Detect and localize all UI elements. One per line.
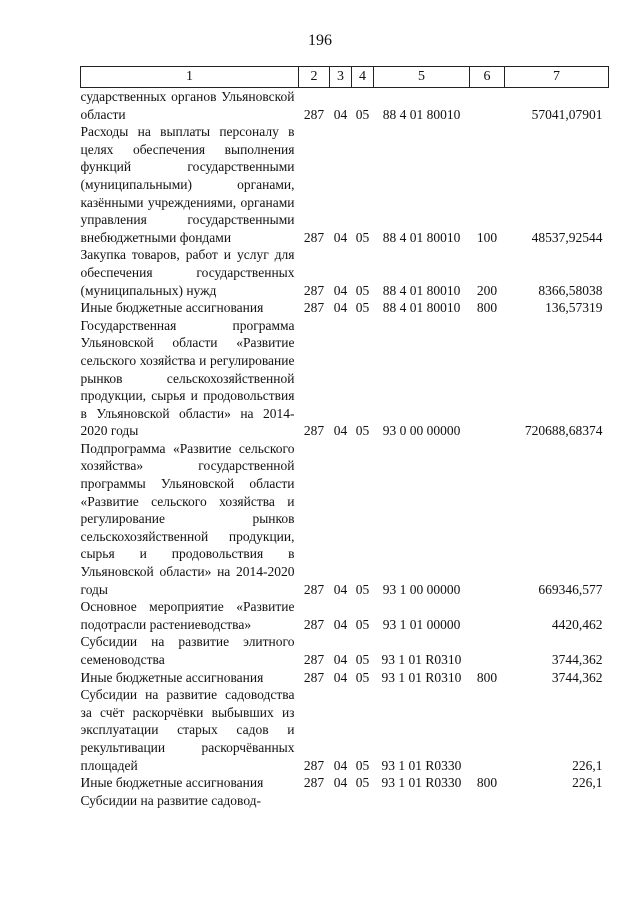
row-admin-code: 287: [303, 300, 325, 316]
row-section: 04: [333, 282, 348, 298]
row-name: Субсидии на развитие садовод-: [80, 792, 262, 808]
row-section: 04: [333, 229, 348, 245]
header-col-7: 7: [505, 67, 609, 88]
row-amount: 3744,362: [551, 652, 603, 667]
row-section: 04: [333, 423, 348, 439]
row-expense-type: [470, 88, 505, 124]
row-admin-code: 287: [303, 616, 325, 632]
row-admin-code: 287: [303, 229, 325, 245]
row-amount: 669346,577: [538, 581, 603, 597]
row-admin-code: 287: [303, 757, 325, 773]
row-target-code: 93 1 01 00000: [382, 616, 461, 632]
row-admin-code: 287: [303, 581, 325, 597]
table-row: [81, 317, 609, 440]
row-amount: [505, 792, 609, 810]
row-amount: 720688,68374: [524, 423, 603, 439]
table-row: [81, 686, 609, 774]
row-target-code: 93 1 01 R0310: [381, 652, 462, 667]
row-expense-type: [470, 598, 505, 633]
header-col-2: 2: [299, 67, 330, 88]
row-name: Основное мероприятие «Развитие подотрасли растениеводства»: [80, 599, 295, 632]
row-expense-type: 800: [476, 669, 498, 685]
row-section: 04: [333, 616, 348, 632]
row-amount: 8366,58038: [538, 282, 603, 298]
row-section: 04: [333, 581, 348, 597]
row-target-code: 93 1 00 00000: [382, 581, 461, 597]
row-name: Государственная программа Ульяновской области «Развитие сельского хозяйства и регулирование рынков сельскохозяйственной продукции, сырья и продовольствия в Ульяновской области» на 2014-2020 годы: [80, 317, 295, 439]
row-subsection: 05: [355, 282, 370, 298]
header-col-4: 4: [352, 67, 374, 88]
row-name: Иные бюджетные ассигнования: [80, 300, 264, 316]
row-name: Иные бюджетные ассигнования: [80, 669, 264, 685]
budget-table: [80, 66, 609, 809]
row-target-code: 88 4 01 80010: [382, 282, 461, 298]
table-row: [81, 774, 609, 792]
row-subsection: 05: [355, 229, 370, 245]
row-subsection: 05: [355, 757, 370, 773]
row-subsection: 05: [355, 300, 370, 316]
row-amount: 48537,92544: [531, 229, 603, 245]
row-section: 04: [333, 669, 348, 685]
row-amount: 4420,462: [551, 616, 603, 632]
row-section: [330, 792, 352, 810]
table-row: [81, 246, 609, 299]
row-subsection: 05: [355, 581, 370, 597]
row-admin-code: 287: [303, 775, 325, 791]
row-subsection: 05: [355, 106, 370, 122]
row-admin-code: 287: [303, 282, 325, 298]
row-name: Субсидии на развитие садоводства за счёт раскорчёвки выбывших из эксплуатации старых садов и рекультивации раскорчёванных площадей: [80, 687, 295, 773]
row-expense-type: [470, 440, 505, 598]
table-row: [81, 598, 609, 633]
row-admin-code: [299, 792, 330, 810]
table-row: [81, 299, 609, 317]
row-target-code: 88 4 01 80010: [382, 300, 461, 316]
row-expense-type: 200: [476, 282, 498, 298]
row-target-code: 93 1 01 R0310: [381, 669, 462, 685]
row-name: Расходы на выплаты персоналу в целях обеспечения выполнения функций государственными (муниципальными) органами, казёнными учреждениями, органами управления государственными внебюджетными фондами: [80, 124, 295, 245]
row-target-code: [374, 792, 470, 810]
row-name: Субсидии на развитие элитного семеноводства: [80, 634, 295, 667]
row-admin-code: 287: [303, 669, 325, 685]
header-col-5: 5: [374, 67, 470, 88]
row-name: Закупка товаров, работ и услуг для обеспечения государственных (муниципальных) нужд: [80, 247, 295, 298]
table-row: [81, 88, 609, 124]
row-section: 04: [333, 757, 348, 773]
row-subsection: 05: [355, 423, 370, 439]
row-amount: 136,57319: [545, 300, 603, 316]
row-subsection: 05: [355, 669, 370, 685]
row-subsection: [352, 792, 374, 810]
row-expense-type: [470, 792, 505, 810]
row-expense-type: 800: [476, 775, 498, 791]
row-target-code: 88 4 01 80010: [382, 106, 461, 122]
table-row: [81, 792, 609, 810]
row-target-code: 93 1 01 R0330: [381, 757, 462, 773]
row-name: Подпрограмма «Развитие сельского хозяйства» государственной программы Ульяновской области «Развитие сельского хозяйства и регулирование рынков сельскохозяйственной продукции, сырья и продовольствия в Ульяновской области» на 2014-2020 годы: [80, 440, 295, 597]
row-amount: 57041,07901: [531, 106, 603, 122]
table-row: [81, 123, 609, 246]
row-amount: 226,1: [572, 775, 603, 791]
row-admin-code: 287: [303, 106, 325, 122]
row-admin-code: 287: [303, 652, 325, 667]
row-subsection: 05: [355, 616, 370, 632]
row-name: Иные бюджетные ассигнования: [80, 775, 264, 791]
header-col-1: 1: [81, 67, 299, 88]
table-header-row: [81, 67, 609, 88]
page-number: 196: [308, 32, 332, 49]
row-amount: 3744,362: [551, 669, 603, 685]
row-expense-type: 100: [476, 229, 498, 245]
row-target-code: 93 1 01 R0330: [381, 775, 462, 791]
row-expense-type: [470, 317, 505, 440]
row-section: 04: [333, 106, 348, 122]
row-target-code: 93 0 00 00000: [382, 423, 461, 439]
row-section: 04: [333, 300, 348, 316]
row-admin-code: 287: [303, 423, 325, 439]
header-col-3: 3: [330, 67, 352, 88]
table-row: [81, 633, 609, 668]
table-row: [81, 440, 609, 598]
row-amount: 226,1: [572, 757, 603, 773]
table-row: [81, 669, 609, 687]
row-target-code: 88 4 01 80010: [382, 229, 461, 245]
row-expense-type: [470, 686, 505, 774]
row-section: 04: [333, 775, 348, 791]
row-section: 04: [333, 652, 348, 667]
row-subsection: 05: [355, 775, 370, 791]
row-name: сударственных органов Ульяновской области: [80, 89, 295, 122]
row-expense-type: 800: [476, 300, 498, 316]
header-col-6: 6: [470, 67, 505, 88]
row-expense-type: [470, 633, 505, 668]
row-subsection: 05: [355, 652, 370, 667]
